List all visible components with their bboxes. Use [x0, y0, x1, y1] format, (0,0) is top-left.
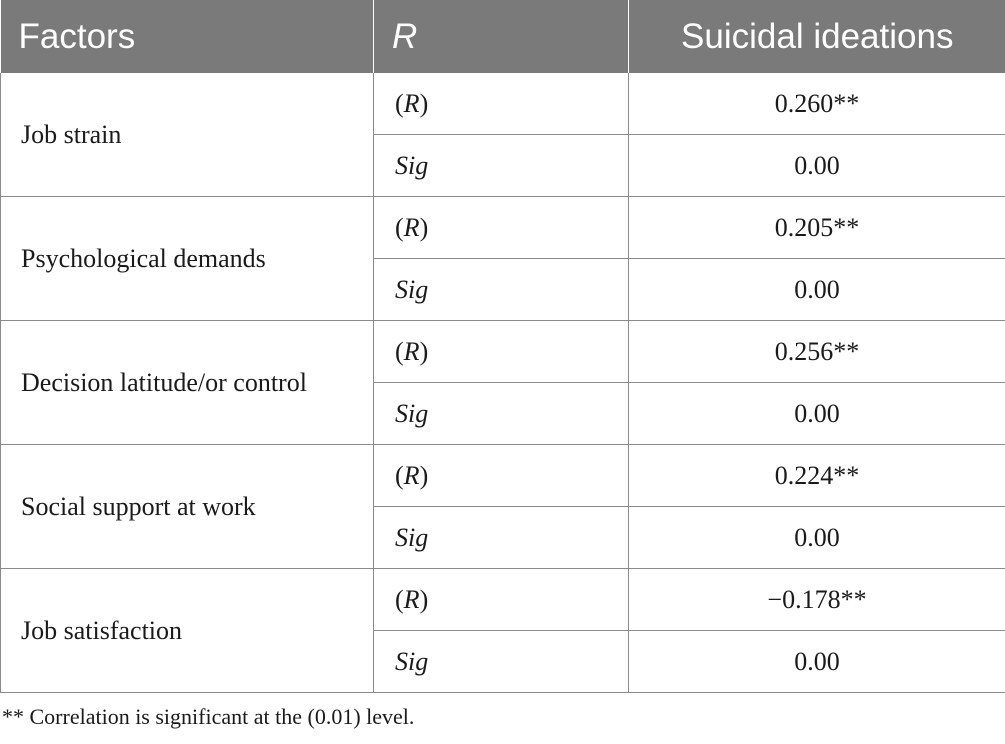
stat-label-sig: Sig — [374, 383, 629, 445]
header-suicidal-ideations: Suicidal ideations — [629, 0, 1005, 73]
r-value: 0.260** — [629, 73, 1005, 135]
factor-label: Psychological demands — [1, 197, 374, 321]
stat-label-sig: Sig — [374, 135, 629, 197]
r-value: 0.224** — [629, 445, 1005, 507]
table-row — [1, 569, 1005, 631]
r-value: 0.205** — [629, 197, 1005, 259]
table-header — [1, 0, 1005, 73]
stat-label-sig: Sig — [374, 259, 629, 321]
factor-label: Job strain — [1, 73, 374, 197]
stat-label-r: (R) — [374, 321, 629, 383]
header-row — [1, 0, 1005, 73]
stat-label-sig: Sig — [374, 631, 629, 693]
table-row — [1, 445, 1005, 507]
stat-label-r: (R) — [374, 569, 629, 631]
sig-value: 0.00 — [629, 631, 1005, 693]
factor-label: Social support at work — [1, 445, 374, 569]
table-footnote: ** Correlation is significant at the (0.01) level. — [2, 704, 415, 729]
header-factors: Factors — [1, 0, 374, 73]
table-row — [1, 321, 1005, 383]
table-body — [1, 73, 1005, 693]
sig-value: 0.00 — [629, 383, 1005, 445]
stat-label-r: (R) — [374, 73, 629, 135]
table-row — [1, 197, 1005, 259]
sig-value: 0.00 — [629, 135, 1005, 197]
sig-value: 0.00 — [629, 259, 1005, 321]
header-r: R — [374, 0, 629, 73]
factor-label: Job satisfaction — [1, 569, 374, 693]
sig-value: 0.00 — [629, 507, 1005, 569]
table-row — [1, 73, 1005, 135]
factor-label: Decision latitude/or control — [1, 321, 374, 445]
stat-label-sig: Sig — [374, 507, 629, 569]
stat-label-r: (R) — [374, 197, 629, 259]
stat-label-r: (R) — [374, 445, 629, 507]
r-value: −0.178** — [629, 569, 1005, 631]
r-value: 0.256** — [629, 321, 1005, 383]
